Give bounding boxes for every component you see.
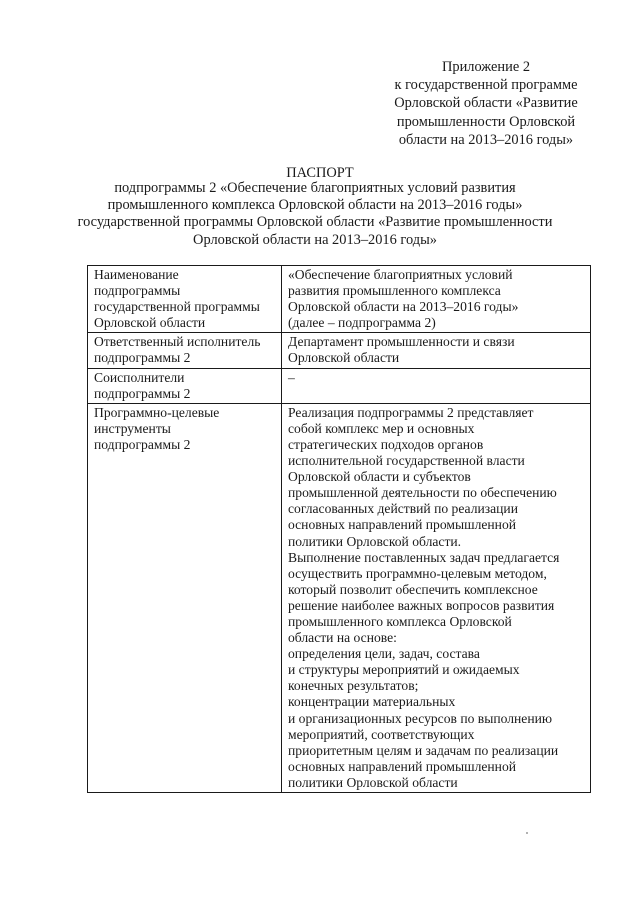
table-row xyxy=(88,403,591,792)
value-line: Орловской области и субъектов xyxy=(288,469,471,485)
row-label-cell xyxy=(88,266,282,333)
passport-table xyxy=(87,265,591,793)
value-line: Выполнение поставленных задач предлагается xyxy=(288,549,560,565)
label-line: подпрограммы 2 xyxy=(94,350,191,366)
subtitle-line: государственной программы Орловской области «Развитие промышленности xyxy=(77,214,553,231)
value-line: стратегических подходов органов xyxy=(288,436,484,452)
value-line: – xyxy=(288,369,295,385)
value-line: развития промышленного комплекса xyxy=(288,283,501,299)
label-line: инструменты xyxy=(94,420,171,436)
passport-subtitle xyxy=(60,180,570,249)
subtitle-line: Орловской области на 2013–2016 годы» xyxy=(193,231,437,248)
value-line: «Обеспечение благоприятных условий xyxy=(288,267,513,282)
label-line: подпрограммы 2 xyxy=(94,385,191,401)
row-value-cell xyxy=(282,333,591,368)
appendix-line: Приложение 2 xyxy=(441,59,531,75)
row-label-cell xyxy=(88,333,282,368)
row-value-cell xyxy=(282,266,591,333)
value-line: конечных результатов; xyxy=(288,678,419,694)
value-line: промышленной деятельности по обеспечению xyxy=(288,485,557,501)
label-line: Наименование xyxy=(94,267,179,282)
value-line: Реализация подпрограммы 2 представляет xyxy=(288,404,534,420)
scan-speck xyxy=(526,832,528,834)
value-line: Орловской области на 2013–2016 годы» xyxy=(288,299,519,315)
value-line: решение наиболее важных вопросов развития xyxy=(288,597,555,613)
value-line: Департамент промышленности и связи xyxy=(288,334,515,350)
value-line: мероприятий, соответствующих xyxy=(288,726,475,742)
row-value-cell xyxy=(282,368,591,403)
value-line: области на основе: xyxy=(288,630,397,646)
value-line: политики Орловской области xyxy=(288,774,458,790)
table-row xyxy=(88,333,591,368)
value-line: и организационных ресурсов по выполнению xyxy=(288,710,553,726)
table-row xyxy=(88,266,591,333)
appendix-line: промышленности Орловской xyxy=(396,113,576,130)
value-line: исполнительной государственной власти xyxy=(288,453,525,469)
value-line: определения цели, задач, состава xyxy=(288,646,480,662)
row-label-cell xyxy=(88,403,282,792)
label-line: Соисполнители xyxy=(94,369,185,385)
appendix-line: Орловской области «Развитие xyxy=(394,95,578,112)
passport-table-body xyxy=(88,266,591,793)
value-line: собой комплекс мер и основных xyxy=(288,420,475,436)
table-row xyxy=(88,368,591,403)
value-line: Орловской области xyxy=(288,350,400,366)
appendix-line: к государственной программе xyxy=(394,77,578,94)
value-line: и структуры мероприятий и ожидаемых xyxy=(288,662,520,678)
row-value-cell xyxy=(282,403,591,792)
value-line: осуществить программно-целевым методом, xyxy=(288,565,547,581)
value-line: политики Орловской области. xyxy=(288,533,462,549)
value-line: (далее – подпрограмма 2) xyxy=(288,315,436,331)
value-line: основных направлений промышленной xyxy=(288,758,517,774)
subtitle-line: промышленного комплекса Орловской области на 2013–2016 годы» xyxy=(107,197,523,214)
subtitle-line: подпрограммы 2 «Обеспечение благоприятных условий развития xyxy=(114,180,516,196)
value-line: согласованных действий по реализации xyxy=(288,501,518,517)
label-line: государственной программы xyxy=(94,299,260,315)
value-line: концентрации материальных xyxy=(288,694,456,710)
appendix-line: области на 2013–2016 годы» xyxy=(398,131,574,148)
value-line: промышленного комплекса Орловской xyxy=(288,613,512,629)
value-line: который позволит обеспечить комплексное xyxy=(288,581,538,597)
label-line: Ответственный исполнитель xyxy=(94,334,261,350)
appendix-header xyxy=(370,58,602,149)
label-line: Программно-целевые xyxy=(94,404,220,420)
label-line: подпрограммы xyxy=(94,283,181,299)
row-label-cell xyxy=(88,368,282,403)
label-line: подпрограммы 2 xyxy=(94,436,191,452)
passport-title: ПАСПОРТ xyxy=(286,165,354,181)
value-line: приоритетным целям и задачам по реализации xyxy=(288,742,559,758)
value-line: основных направлений промышленной xyxy=(288,517,517,533)
label-line: Орловской области xyxy=(94,315,206,331)
